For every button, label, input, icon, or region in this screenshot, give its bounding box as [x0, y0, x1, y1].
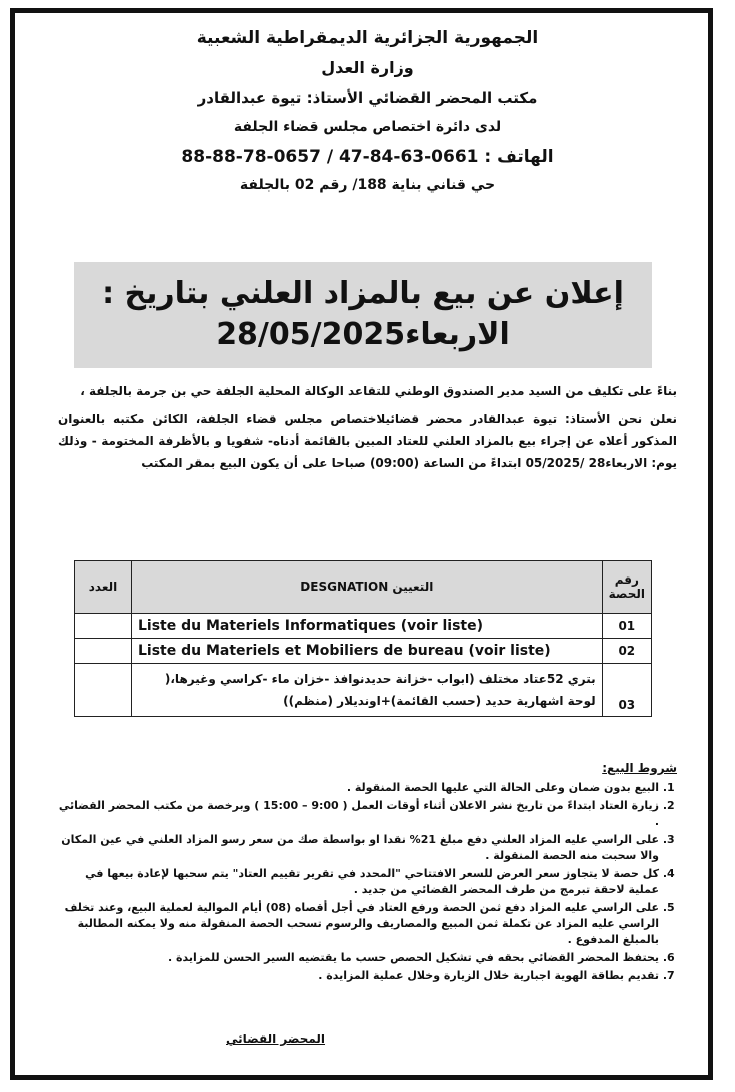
lot-designation: Liste du Materiels et Mobiliers de bureau (voir liste) [132, 639, 603, 664]
lot-qty [75, 664, 132, 717]
lot-number: 03 [602, 664, 651, 717]
table-header-row [75, 561, 652, 614]
condition-item: 6. يحتفظ المحضر القضائي بحقه في تشكيل الحصص حسب ما يقتضيه السير الحسن للمزايدة . [58, 950, 659, 966]
lot-designation: Liste du Materiels Informatiques (voir liste) [132, 614, 603, 639]
condition-item: 4. كل حصة لا يتجاوز سعر العرض للسعر الافتتاحي "المحدد في تقرير تقييم العتاد" يتم سحبها لإعادة بيعها في عملية لاحقة تبرمج من طرف المحضر القضائي من جديد . [58, 866, 659, 898]
announcement-title: إعلان عن بيع بالمزاد العلني بتاريخ : [102, 276, 624, 311]
office-name: مكتب المحضر القضائي الأستاذ: تيوة عبدالقادر [197, 89, 538, 107]
condition-item: 5. على الراسي عليه المزاد دفع ثمن الحصة ورفع العتاد في أجل أقصاه (08) أيام الموالية لعملية البيع، وعند تخلف الراسي عليه المزاد عن تكملة ثمن المبيع والمصاريف والرسوم تسحب الحصة المنقولة منه ولا يمكنه المطالبة بالمبلغ المدفوع . [58, 900, 659, 948]
jurisdiction: لدى دائرة اختصاص مجلس قضاء الجلفة [233, 119, 502, 135]
table-row [75, 639, 652, 664]
condition-item: 2. زيارة العتاد ابتداءً من تاريخ نشر الاعلان أثناء أوقات العمل ( 9:00 – 15:00 ) وبرخصة من مكتب المحضر القضائي . [58, 798, 659, 830]
condition-item: 3. على الراسي عليه المزاد العلني دفع مبلغ 21% نقدا او بواسطة صك من سعر رسو المزاد العلني في عين المكان والا سحبت منه الحصة المنقولة . [58, 832, 659, 864]
conditions-title: شروط البيع: [602, 761, 677, 775]
intro-text [58, 380, 677, 480]
announcement-title-box [74, 262, 652, 368]
ministry-name: وزارة العدل [321, 58, 414, 77]
letterhead [0, 28, 735, 193]
republic-name: الجمهورية الجزائرية الديمقراطية الشعبية [196, 28, 539, 48]
auction-date: الاربعاء28/05/2025 [216, 317, 510, 352]
office-address: حي قناني بناية 188/ رقم 02 بالجلفة [239, 177, 496, 193]
sale-conditions [58, 760, 677, 986]
header-designation: التعيين DESGNATION [132, 561, 603, 614]
header-qty: العدد [75, 561, 132, 614]
intro-paragraph-1: بناءً على تكليف من السيد مدير الصندوق الوطني للتقاعد الوكالة المحلية الجلفة حي بن جرمة بالجلفة ، [80, 384, 677, 398]
lot-number: 02 [602, 639, 651, 664]
signature-label: المحضر القضائي [226, 1032, 326, 1046]
lots-table [74, 560, 652, 717]
condition-item: 7. تقديم بطاقة الهوية اجبارية خلال الزيارة وخلال عملية المزايدة . [58, 968, 659, 984]
lot-number: 01 [602, 614, 651, 639]
lot-qty [75, 639, 132, 664]
lot-designation: بتري 52عتاد مختلف (ابواب -خزانة حديدنوافذ -خزان ماء -كراسي وغيرها،( لوحة اشهارية حديد (حسب القائمة)+اونديلار (منظم)) [132, 664, 603, 717]
condition-item: 1. البيع بدون ضمان وعلى الحالة التي عليها الحصة المنقولة . [58, 780, 659, 796]
table-row [75, 664, 652, 717]
phone-numbers: الهاتف : 0661-63-84-47 / 0657-78-88-88 [181, 147, 554, 167]
table-row [75, 614, 652, 639]
header-lot-no: رقم الحصة [602, 561, 651, 614]
conditions-list [58, 780, 677, 984]
lot-qty [75, 614, 132, 639]
intro-paragraph-2: نعلن نحن الأستاذ: تيوة عبدالقادر محضر قضائيلاختصاص مجلس قضاء الجلفة، الكائن مكتبه بالعنوان المذكور أعلاه عن إجراء بيع بالمزاد العلني للعتاد المبين بالقائمة أدناه- شفويا و بالأظرفة المختومة - وذلك يوم: الاربعاء28 /05/2025 ابتداءً من الساعة (09:00) صباحا على أن يكون البيع بمقر المكتب [58, 412, 677, 470]
